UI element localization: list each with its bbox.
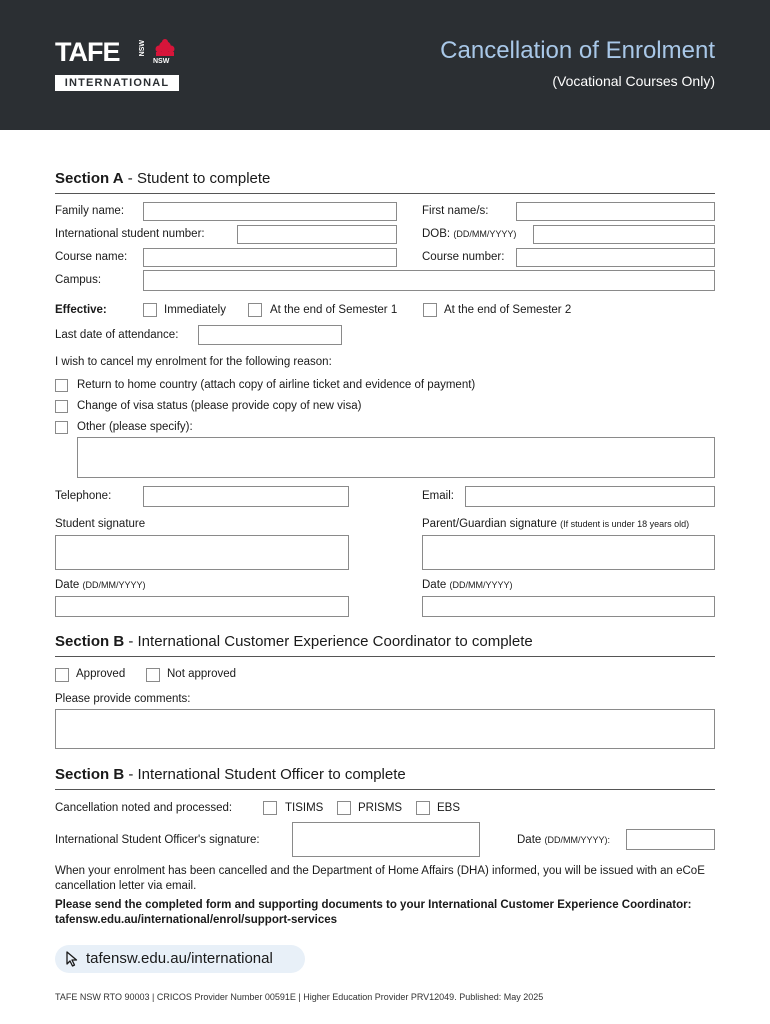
section-b-officer-title-rest: - International Student Officer to complete (124, 766, 406, 783)
officer-signature-field[interactable] (292, 822, 480, 857)
comments-textarea[interactable] (55, 709, 715, 749)
logo-nsw-text: NSW (153, 58, 170, 65)
not-approved-label: Not approved (167, 668, 237, 680)
last-date-field[interactable] (198, 325, 342, 345)
section-a-title-rest: - Student to complete (123, 170, 271, 187)
student-number-label: International student number: (55, 228, 205, 240)
dob-format: (DD/MM/YYYY) (453, 229, 517, 239)
logo-nsw-vertical: NSW (139, 40, 146, 57)
section-b-coordinator-title (55, 633, 533, 650)
first-names-field[interactable] (516, 202, 715, 221)
prisms-label: PRISMS (358, 802, 403, 814)
guardian-date-label-text: Date (422, 579, 447, 591)
reason-other-label: Other (please specify): (77, 421, 193, 433)
telephone-label: Telephone: (55, 490, 112, 502)
student-date-format: (DD/MM/YYYY) (82, 580, 146, 590)
last-date-label: Last date of attendance: (55, 329, 179, 341)
section-b-coordinator-title-rest: - International Customer Experience Coordinator to complete (124, 633, 533, 650)
footer-text: TAFE NSW RTO 90003 | CRICOS Provider Number 00591E | Higher Education Provider PRV12049. Published: May 2025 (55, 992, 544, 1002)
effective-semester-2-label: At the end of Semester 2 (444, 304, 572, 316)
reason-other-checkbox[interactable] (55, 421, 68, 434)
first-names-label: First name/s: (422, 205, 489, 217)
waratah-icon (153, 38, 177, 58)
logo-international-text: INTERNATIONAL (55, 75, 179, 91)
reason-intro: I wish to cancel my enrolment for the following reason: (55, 356, 332, 368)
course-number-field[interactable] (516, 248, 715, 267)
section-b-coordinator-divider (55, 656, 715, 657)
telephone-field[interactable] (143, 486, 349, 507)
student-date-label (55, 579, 146, 591)
student-signature-field[interactable] (55, 535, 349, 570)
effective-semester-1-label: At the end of Semester 1 (270, 304, 398, 316)
student-date-label-text: Date (55, 579, 80, 591)
approved-checkbox[interactable] (55, 668, 69, 682)
section-b-officer-title (55, 766, 406, 783)
approved-label: Approved (76, 668, 126, 680)
reason-home-country-label: Return to home country (attach copy of airline ticket and evidence of payment) (77, 379, 476, 391)
guardian-signature-text: Parent/Guardian signature (422, 518, 557, 530)
student-number-field[interactable] (237, 225, 397, 244)
prisms-checkbox[interactable] (337, 801, 351, 815)
effective-immediately-label: Immediately (164, 304, 226, 316)
officer-date-label-text: Date (517, 834, 542, 846)
effective-immediately-checkbox[interactable] (143, 303, 157, 317)
campus-field[interactable] (143, 270, 715, 291)
officer-date-format: (DD/MM/YYYY): (544, 835, 611, 845)
cursor-pointer-icon (65, 951, 79, 967)
officer-signature-label: International Student Officer's signature: (55, 834, 260, 846)
page-subtitle: (Vocational Courses Only) (552, 73, 715, 89)
submission-instructions: Please send the completed form and supporting documents to your International Customer Experience Coordinator: tafensw.edu.au/international/enrol/support-services (55, 899, 692, 926)
guardian-signature-label (422, 518, 689, 530)
reason-visa-status-label: Change of visa status (please provide copy of new visa) (77, 400, 362, 412)
student-signature-label: Student signature (55, 518, 146, 530)
email-label: Email: (422, 490, 454, 502)
reason-home-country-checkbox[interactable] (55, 379, 68, 392)
ebs-checkbox[interactable] (416, 801, 430, 815)
guardian-date-format: (DD/MM/YYYY) (449, 580, 513, 590)
campus-label: Campus: (55, 274, 102, 286)
course-name-field[interactable] (143, 248, 397, 267)
section-b-officer-divider (55, 789, 715, 790)
logo-tafe-text: TAFE (55, 37, 120, 67)
dob-label (422, 228, 516, 240)
website-link[interactable] (55, 945, 305, 973)
comments-label: Please provide comments: (55, 693, 191, 705)
tafe-nsw-international-logo (55, 38, 179, 90)
officer-date-field[interactable] (626, 829, 715, 850)
guardian-signature-field[interactable] (422, 535, 715, 570)
email-field[interactable] (465, 486, 715, 507)
page-title: Cancellation of Enrolment (440, 37, 715, 64)
dob-label-text: DOB: (422, 228, 451, 240)
family-name-label: Family name: (55, 205, 125, 217)
section-a-title-bold: Section A (55, 170, 124, 187)
ebs-label: EBS (437, 802, 461, 814)
cancellation-noted-label: Cancellation noted and processed: (55, 802, 233, 814)
guardian-date-label (422, 579, 513, 591)
section-b-coordinator-title-bold: Section B (55, 633, 125, 650)
section-a-divider (55, 193, 715, 194)
reason-visa-status-checkbox[interactable] (55, 400, 68, 413)
course-number-label: Course number: (422, 251, 505, 263)
effective-label: Effective: (55, 304, 107, 316)
section-a-title (55, 170, 270, 187)
course-name-label: Course name: (55, 251, 128, 263)
section-b-officer-title-bold: Section B (55, 766, 125, 783)
website-link-text: tafensw.edu.au/international (86, 950, 273, 967)
guardian-date-field[interactable] (422, 596, 715, 617)
student-date-field[interactable] (55, 596, 349, 617)
effective-semester-2-checkbox[interactable] (423, 303, 437, 317)
effective-semester-1-checkbox[interactable] (248, 303, 262, 317)
not-approved-checkbox[interactable] (146, 668, 160, 682)
officer-date-label (517, 834, 610, 846)
reason-other-textarea[interactable] (77, 437, 715, 478)
guardian-signature-note: (If student is under 18 years old) (560, 519, 690, 529)
tisims-checkbox[interactable] (263, 801, 277, 815)
tisims-label: TISIMS (285, 802, 324, 814)
dob-field[interactable] (533, 225, 715, 244)
page-header (0, 0, 770, 130)
family-name-field[interactable] (143, 202, 397, 221)
ecoe-notice: When your enrolment has been cancelled and the Department of Home Affairs (DHA) informed, you will be issued with an eCoE cancellation letter via email. (55, 865, 705, 892)
